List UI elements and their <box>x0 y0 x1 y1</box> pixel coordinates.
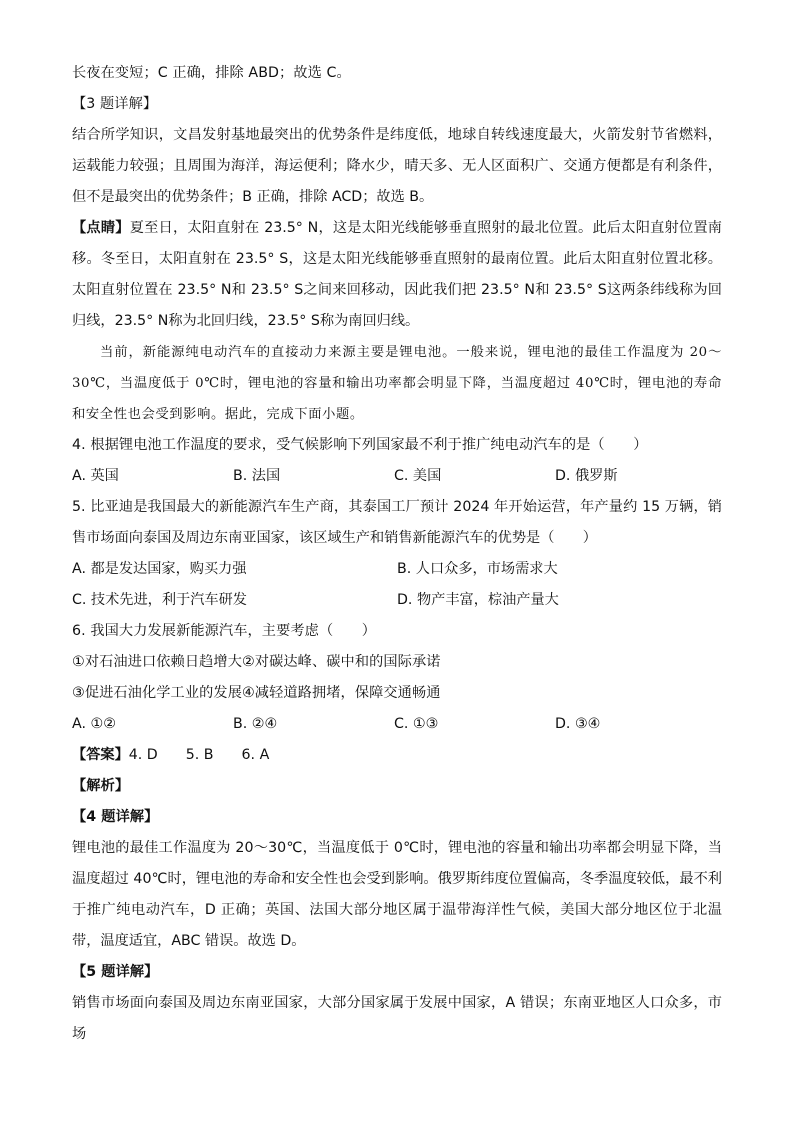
answer-label: 【答案】 <box>72 747 129 763</box>
question-5: 5. 比亚迪是我国最大的新能源汽车生产商，其泰国工厂预计 2024 年开始运营，年产量约 15 万辆，销售市场面向泰国及周边东南亚国家，该区域生产和销售新能源汽车的优势是（ ） <box>72 499 722 546</box>
option-b: B. 人口众多，市场需求大 <box>397 561 558 577</box>
tip-text: 夏至日，太阳直射在 23.5° N，这是太阳光线能够垂直照射的最北位置。此后太阳直射位置南移。冬至日，太阳直射在 23.5° S，这是太阳光线能够垂直照射的最南位置。此后太阳直射位置北移。太阳直射位置在 23.5° N和 23.5° S之间来回移动，因此我们把 23.5° N和 23.5° S这两条纬线称为回归线，23.5° N称为北回归线，23.5° S称为南回归线。 <box>72 220 722 329</box>
question-6: 6. 我国大力发展新能源汽车，主要考虑（ ） <box>72 623 377 639</box>
section-heading-q5: 【5 题详解】 <box>72 964 159 980</box>
tip-label: 【点睛】 <box>72 220 130 236</box>
option-c: C. 技术先进，利于汽车研发 <box>72 592 247 608</box>
analysis-label: 【解析】 <box>72 778 130 794</box>
option-b: B. 法国 <box>233 468 281 484</box>
option-a: A. 都是发达国家，购买力强 <box>72 561 247 577</box>
answer-6: 6. A <box>241 747 270 763</box>
section-heading-q3: 【3 题详解】 <box>72 96 158 112</box>
question-5-options-row-2 <box>72 585 722 616</box>
tip-paragraph <box>72 213 722 337</box>
question-6-options <box>72 709 722 740</box>
text-line: 长夜在变短；C 正确，排除 ABD；故选 C。 <box>72 65 351 81</box>
question-6-statements-1: ①对石油进口依赖日趋增大②对碳达峰、碳中和的国际承诺 <box>72 654 441 670</box>
option-a: A. 英国 <box>72 468 119 484</box>
answer-row <box>72 740 722 771</box>
section-heading-q4: 【4 题详解】 <box>72 809 159 825</box>
answer-4: 4. D <box>128 747 158 763</box>
question-5-options-row-1 <box>72 554 722 585</box>
option-b: B. ②④ <box>233 716 278 732</box>
answer-5: 5. B <box>185 747 214 763</box>
question-4: 4. 根据锂电池工作温度的要求，受气候影响下列国家最不利于推广纯电动汽车的是（ ） <box>72 437 648 453</box>
option-d: D. 俄罗斯 <box>555 468 618 484</box>
question-6-statements-2: ③促进石油化学工业的发展④减轻道路拥堵，保障交通畅通 <box>72 685 441 701</box>
question-4-options <box>72 461 722 492</box>
paragraph-q5-explanation: 销售市场面向泰国及周边东南亚国家，大部分国家属于发展中国家，A 错误；东南亚地区人口众多，市场 <box>72 995 722 1042</box>
paragraph-q3-explanation: 结合所学知识，文昌发射基地最突出的优势条件是纬度低，地球自转线速度最大，火箭发射节省燃料，运载能力较强；且周围为海洋，海运便利；降水少，晴天多、无人区面积广、交通方便都是有利条件，但不是最突出的优势条件；B 正确，排除 ACD；故选 B。 <box>72 127 722 205</box>
option-c: C. ①③ <box>394 716 439 732</box>
option-c: C. 美国 <box>394 468 442 484</box>
option-d: D. 物产丰富，棕油产量大 <box>397 592 559 608</box>
paragraph-q4-explanation: 锂电池的最佳工作温度为 20～30℃，当温度低于 0℃时，锂电池的容量和输出功率都会明显下降，当温度超过 40℃时，锂电池的寿命和安全性也会受到影响。俄罗斯纬度位置偏高，冬季温度较低，最不利于推广纯电动汽车，D 正确；英国、法国大部分地区属于温带海洋性气候，美国大部分地区位于北温带，温度适宜，ABC 错误。故选 D。 <box>72 840 722 949</box>
reading-passage: 当前，新能源纯电动汽车的直接动力来源主要是锂电池。一般来说，锂电池的最佳工作温度为 20～30℃，当温度低于 0℃时，锂电池的容量和输出功率都会明显下降，当温度超过 40℃时，锂电池的寿命和安全性也会受到影响。据此，完成下面小题。 <box>72 345 722 422</box>
option-a: A. ①② <box>72 716 116 732</box>
option-d: D. ③④ <box>555 716 601 732</box>
